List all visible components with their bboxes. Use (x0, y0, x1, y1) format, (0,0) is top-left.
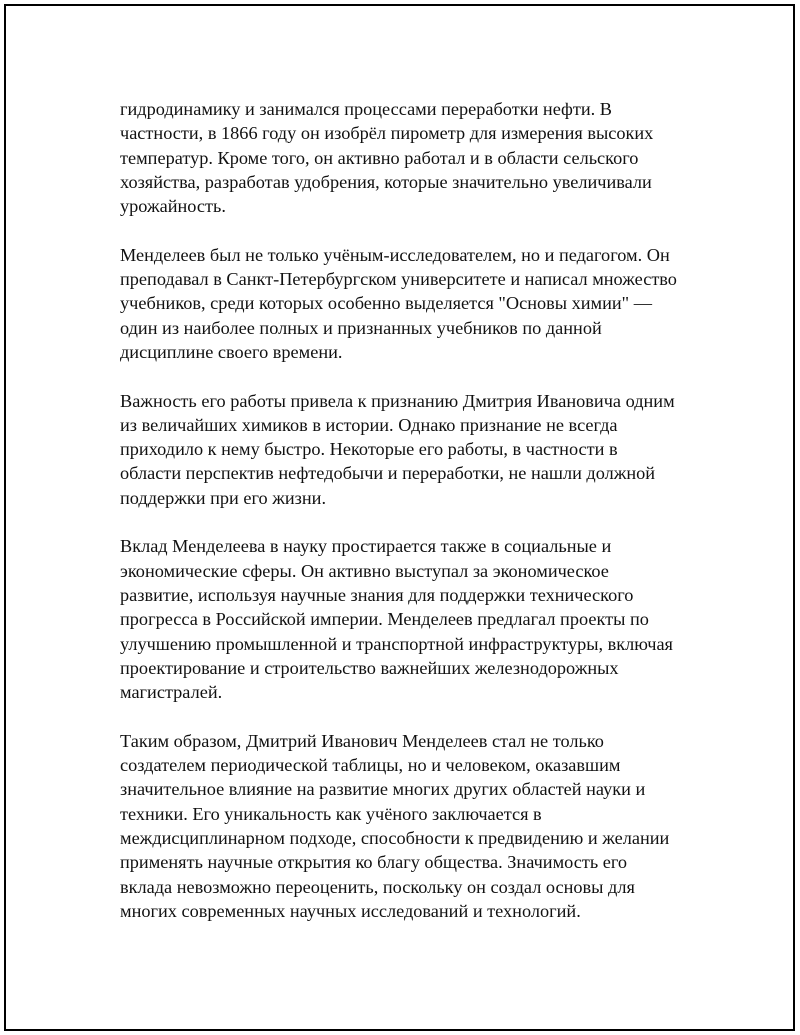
text-line: прогресса в Российской империи. Менделеев предлагал проекты по (120, 609, 649, 630)
text-line: экономические сферы. Он активно выступал за экономическое (120, 560, 609, 581)
text-line: улучшению промышленной и транспортной инфраструктуры, включая (120, 633, 673, 654)
text-line: развитие, используя научные знания для поддержки технического (120, 584, 634, 605)
text-line: значительное влияние на развитие многих других областей науки и (120, 779, 646, 800)
text-line: вклада невозможно переоценить, поскольку он создал основы для (120, 876, 635, 897)
text-line: магистралей. (120, 682, 223, 703)
text-line: применять научные открытия ко благу общества. Значимость его (120, 852, 628, 873)
text-line: частности, в 1866 году он изобрёл пирометр для измерения высоких (120, 123, 654, 144)
paragraph-4 (120, 534, 700, 704)
text-line: из величайших химиков в истории. Однако признание не всегда (120, 414, 618, 435)
text-line: приходило к нему быстро. Некоторые его работы, в частности в (120, 439, 618, 460)
text-line: проектирование и строительство важнейших железнодорожных (120, 657, 619, 678)
text-line: поддержки при его жизни. (120, 487, 327, 508)
text-line: гидродинамику и занимался процессами переработки нефти. В (120, 99, 613, 119)
page-frame (4, 4, 795, 1031)
text-line: создателем периодической таблицы, но и человеком, оказавшим (120, 755, 621, 776)
text-line: многих современных научных исследований и технологий. (120, 900, 581, 921)
paragraph-2 (120, 243, 700, 364)
text-line: температур. Кроме того, он активно работал и в области сельского (120, 147, 639, 168)
text-line: Таким образом, Дмитрий Иванович Менделеев стал не только (120, 730, 604, 751)
text-line: Менделеев был не только учёным-исследователем, но и педагогом. Он (120, 244, 670, 265)
text-line: преподавал в Санкт-Петербургском университете и написал множество (120, 269, 677, 290)
text-line: урожайность. (120, 196, 226, 217)
text-line: хозяйства, разработав удобрения, которые значительно увеличивали (120, 171, 652, 192)
paragraph-5 (120, 729, 700, 923)
paragraph-3 (120, 389, 700, 510)
text-line: междисциплинарном подходе, способности к предвидению и желании (120, 827, 670, 848)
text-line: учебников, среди которых особенно выделяется "Основы химии" — (120, 293, 652, 314)
document-body (120, 97, 700, 947)
text-line: Важность его работы привела к признанию Дмитрия Ивановича одним (120, 390, 675, 411)
text-line: дисциплине своего времени. (120, 341, 343, 362)
text-line: техники. Его уникальность как учёного заключается в (120, 803, 542, 824)
text-line: Вклад Менделеева в науку простирается также в социальные и (120, 536, 612, 557)
text-line: области перспектив нефтедобычи и переработки, не нашли должной (120, 463, 656, 484)
paragraph-1 (120, 97, 700, 218)
text-line: один из наиболее полных и признанных учебников по данной (120, 317, 602, 338)
